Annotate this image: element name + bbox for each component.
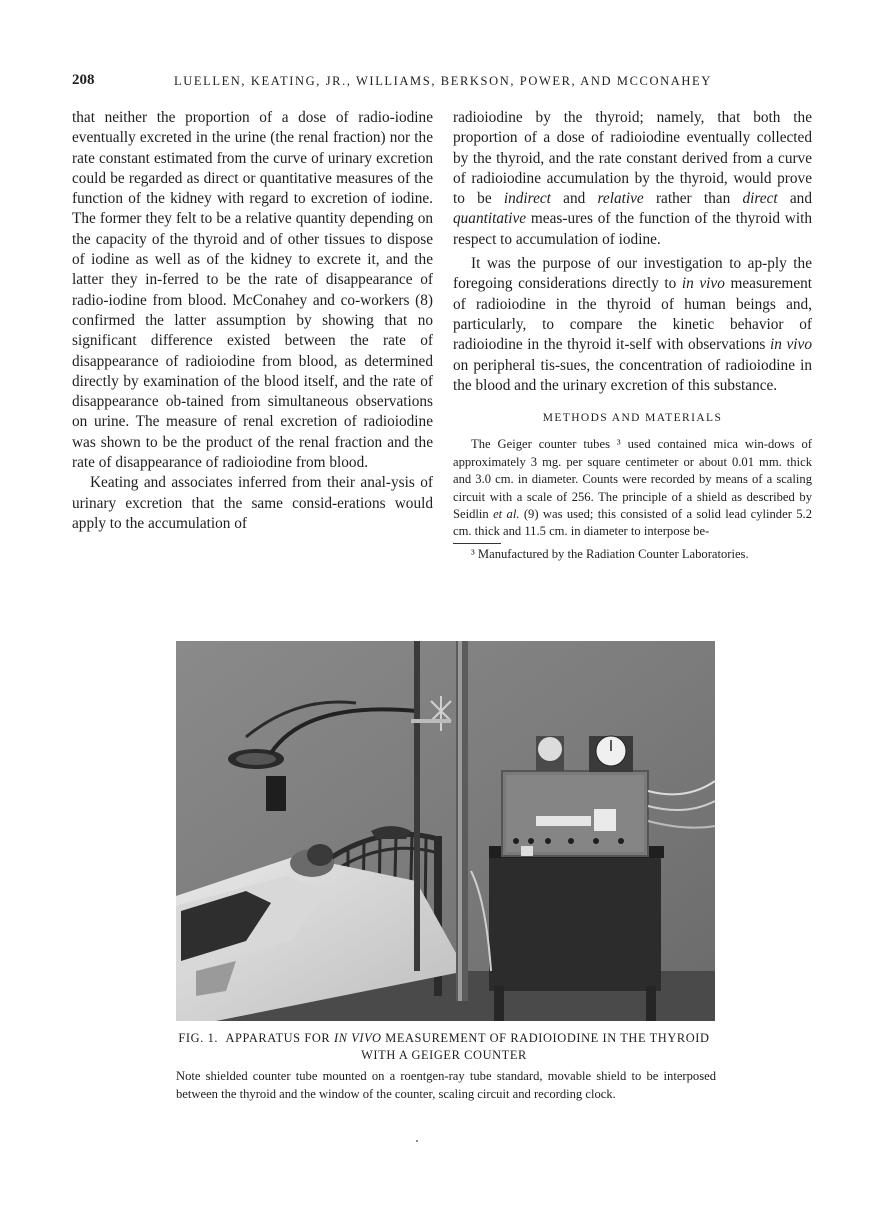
footnote-rule <box>453 543 501 544</box>
right-column <box>453 108 812 563</box>
methods-paragraph: The Geiger counter tubes ³ used contained mica win-dows of approximately 3 mg. per square centimeter or about 0.01 mm. thick and 3.0 cm. in diameter. Counts were recorded by means of a scaling circuit with a scale of 256. The principle of a shield as described by Seidlin et al. (9) was used; this consisted of a solid lead cylinder 5.2 cm. thick and 11.5 cm. in diameter to interpose be- <box>453 437 812 539</box>
page-speck <box>416 1140 418 1142</box>
figure-caption <box>170 1030 718 1064</box>
figure-photograph <box>176 641 715 1021</box>
left-paragraph-1: that neither the proportion of a dose of radio-iodine eventually excreted in the urine (the renal fraction) nor the rate constant estimated from the curve of urinary excretion could be regarded as direct or quantitative measures of the function of the kidney with regard to excretion of iodine. The former they felt to be a relative quantity depending on the capacity of the thyroid and of other tissues to dispose of iodine as well as of the kidney to excrete it, and the latter they in-ferred to be the rate of disappearance of radio-iodine from blood. McConahey and co-workers (8) confirmed the latter assumption by showing that no significant difference existed between the rate of disappearance of radioiodine from blood, as determined directly by examination of the blood itself, and the rate of disappearance ob-tained from simultaneous observations on urine. The measure of renal excretion of radioiodine was shown to be the product of the renal fraction and the rate of disappearance of radioiodine from blood. <box>72 109 433 472</box>
caption-line-1: FIG. 1. APPARATUS FOR IN VIVO MEASUREMENT OF RADIOIODINE IN THE THYROID <box>178 1031 710 1045</box>
right-paragraph-2: It was the purpose of our investigation to ap-ply the foregoing considerations directly to in vivo measurement of radioiodine in the thyroid of human beings and, particularly, to compare the kinetic behavior of radioiodine in the thyroid it-self with observations in vivo on peripheral tis-sues, the concentration of radioiodine in the blood and the urinary excretion of this substance. <box>453 255 813 394</box>
page-header <box>72 72 812 94</box>
footnote: ³ Manufactured by the Radiation Counter Laboratories. <box>471 546 749 561</box>
left-paragraph-2: Keating and associates inferred from their anal-ysis of urinary excretion that the same consid-erations would apply to the accumulation of <box>72 474 433 532</box>
section-heading-methods: METHODS AND MATERIALS <box>542 412 723 425</box>
apparatus-photo <box>176 641 715 1021</box>
emphasis-indirect: indirect <box>503 190 551 208</box>
running-head: LUELLEN, KEATING, JR., WILLIAMS, BERKSON, POWER, AND MCCONAHEY <box>174 74 712 88</box>
emphasis-relative: relative <box>597 190 644 208</box>
page-number: 208 <box>72 72 95 88</box>
right-paragraph-1: radioiodine by the thyroid; namely, that both the proportion of a dose of radioiodine eventually collected by the thyroid, and the rate constant derived from a curve of radioiodine accumulation by the thyroid, would prove to be indirect and relative rather than direct and quantitative meas-ures of the function of the thyroid with respect to accumulation of iodine. <box>453 109 812 248</box>
left-column <box>72 108 433 534</box>
figure-note: Note shielded counter tube mounted on a roentgen-ray tube standard, movable shield to be interposed between the thyroid and the window of the counter, scaling circuit and recording clock. <box>176 1069 716 1101</box>
caption-line-2: WITH A GEIGER COUNTER <box>361 1048 527 1062</box>
emphasis-direct: direct <box>742 190 778 208</box>
emphasis-quantitative: quantitative <box>453 210 527 228</box>
